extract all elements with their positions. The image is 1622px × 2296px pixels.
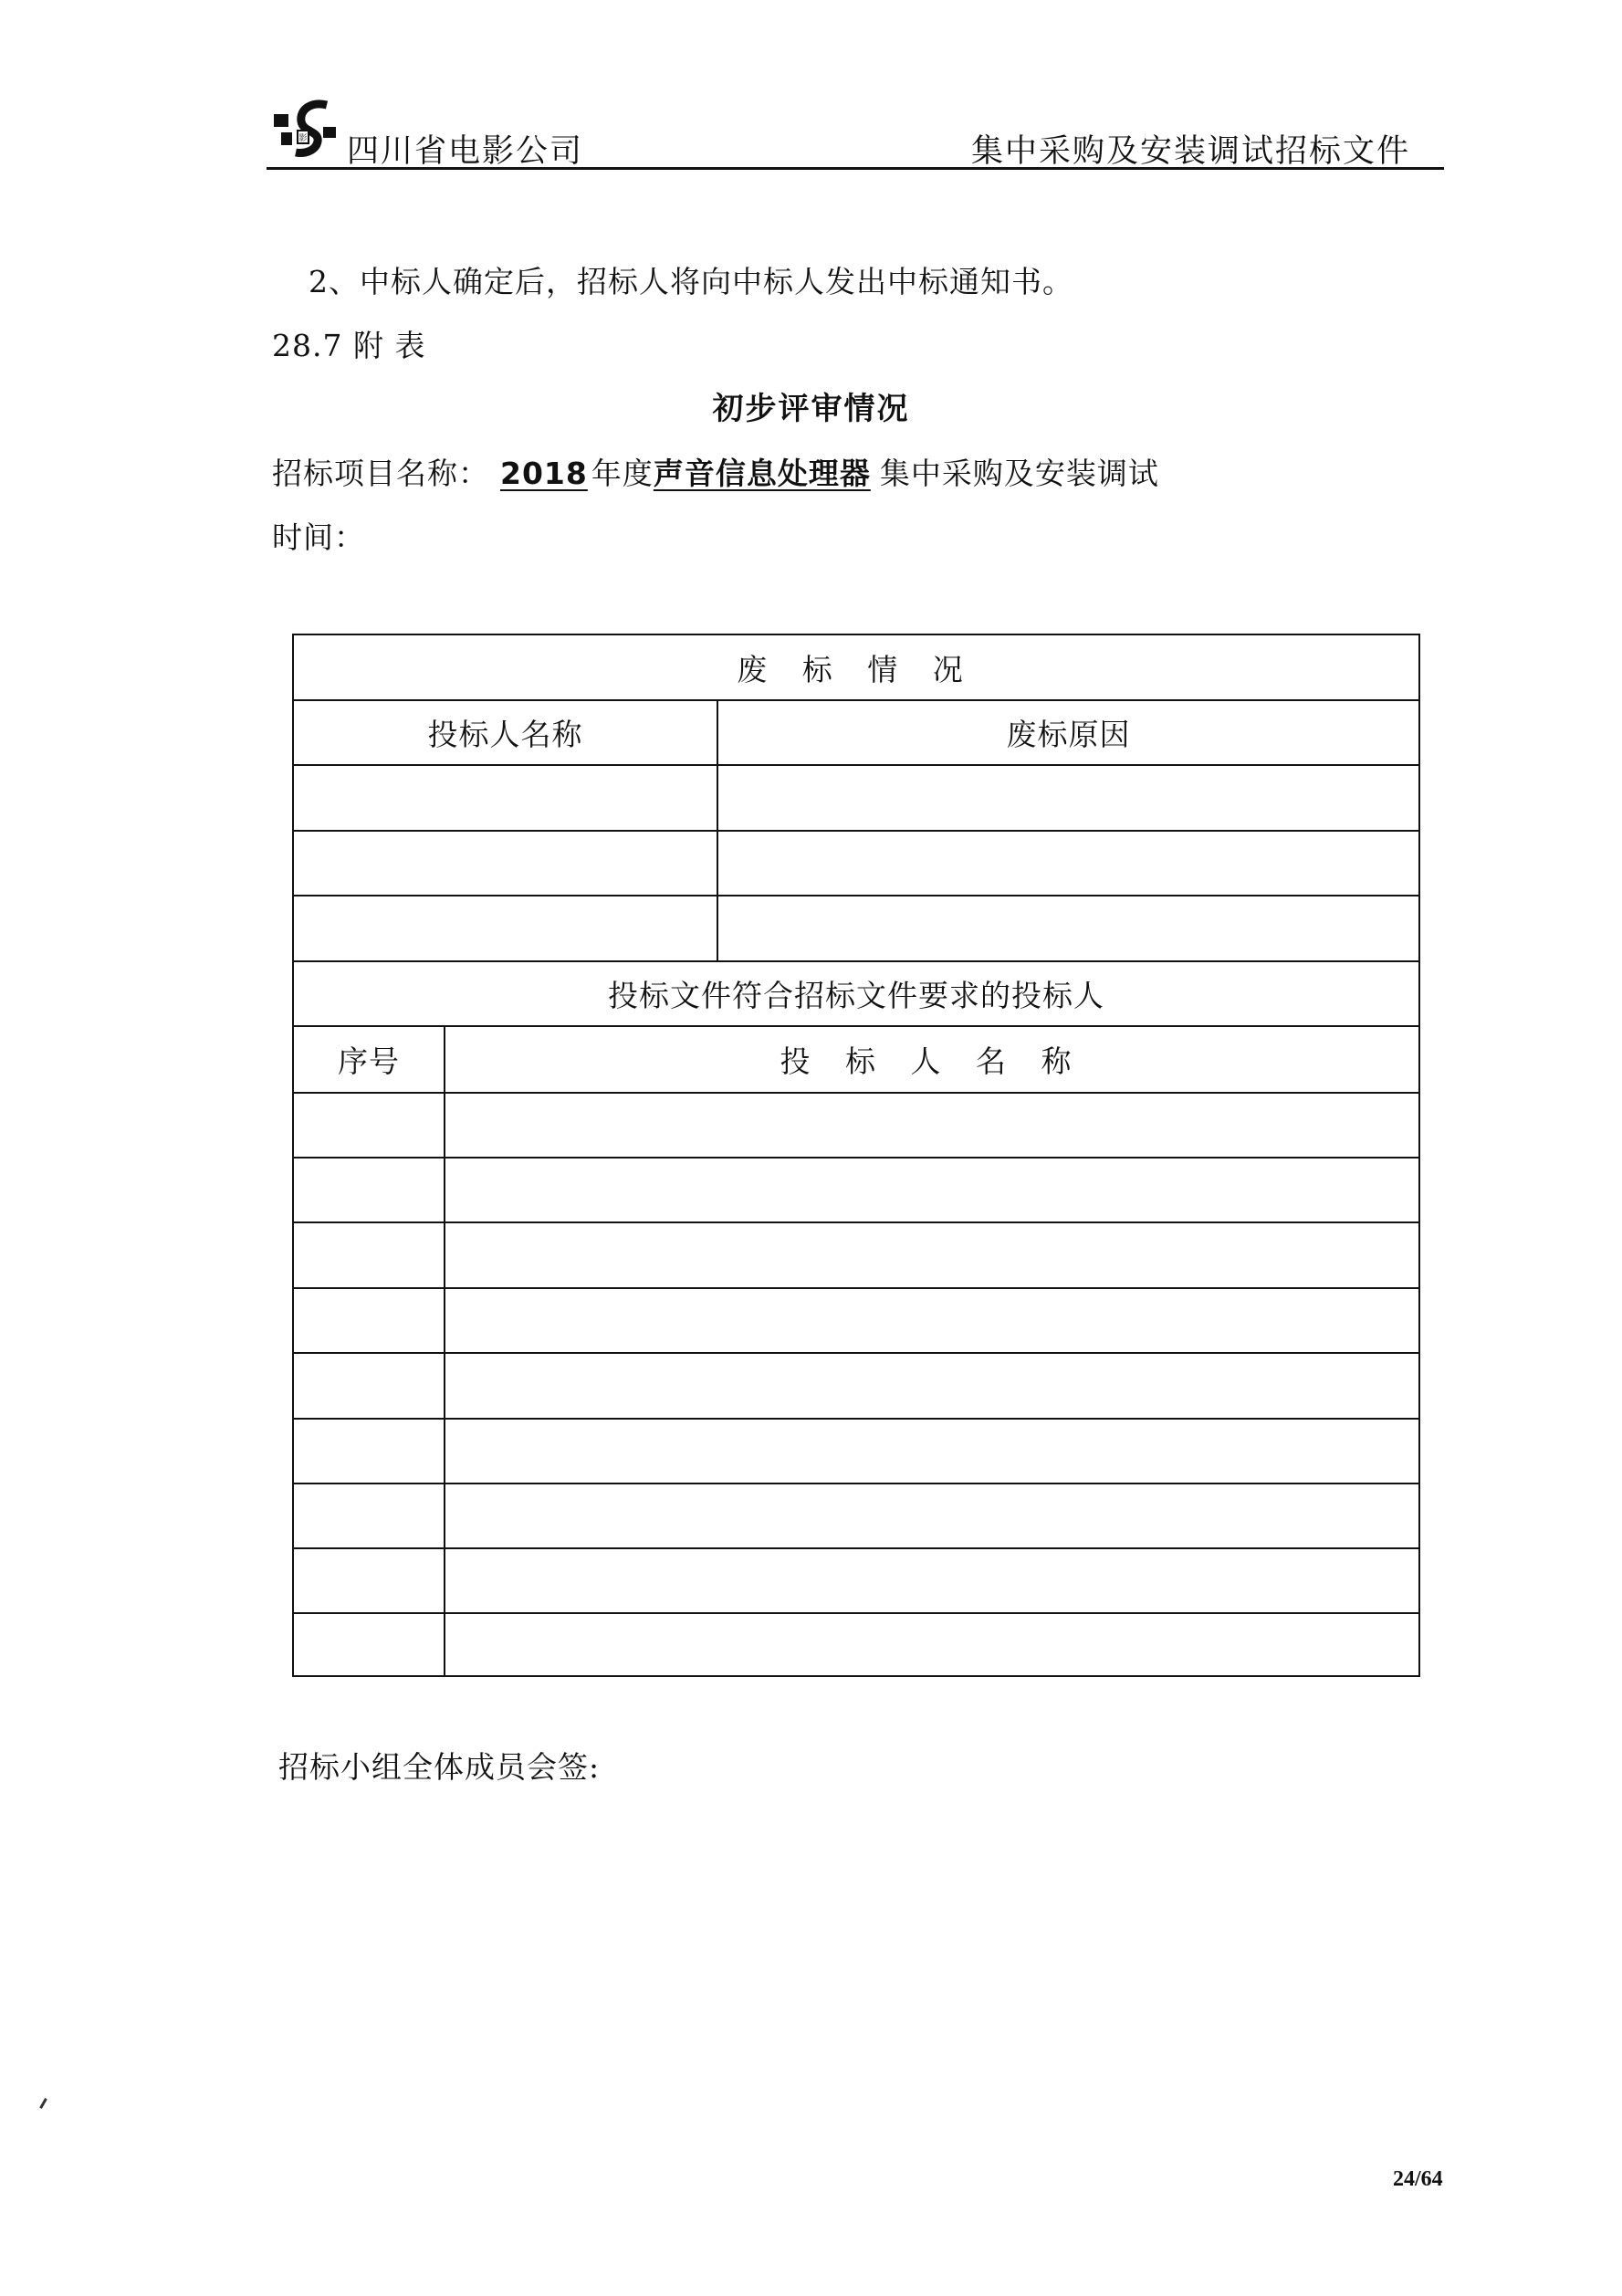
bidder-name-cell[interactable] — [445, 1549, 1418, 1612]
company-logo-icon — [272, 96, 338, 162]
rejection-reason-cell[interactable] — [718, 766, 1418, 830]
bidder-name-cell[interactable] — [445, 1614, 1418, 1675]
bidder-name-cell[interactable] — [445, 1289, 1418, 1352]
project-year: 2018 — [500, 456, 588, 491]
bidder-name-cell[interactable] — [445, 1420, 1418, 1483]
rejection-bidder-cell[interactable] — [294, 896, 718, 960]
table-row — [294, 1614, 1418, 1675]
table-row — [294, 1549, 1418, 1614]
qualified-header-row — [294, 962, 1418, 1027]
serial-cell[interactable] — [294, 1094, 445, 1157]
serial-cell[interactable] — [294, 1484, 445, 1547]
col-qualified-bidder-name: 投 标 人 名 称 — [780, 1043, 1084, 1079]
serial-cell[interactable] — [294, 1549, 445, 1612]
table-row — [294, 1420, 1418, 1484]
col-bidder-name: 投标人名称 — [294, 701, 718, 764]
serial-cell[interactable] — [294, 1158, 445, 1221]
bidder-name-cell[interactable] — [445, 1158, 1418, 1221]
rejection-reason-cell[interactable] — [718, 896, 1418, 960]
rejection-bidder-cell[interactable] — [294, 832, 718, 895]
project-line — [272, 450, 1159, 493]
table-row — [294, 1094, 1418, 1158]
header-rule — [267, 167, 1444, 170]
project-name: 声音信息处理器 — [653, 456, 871, 491]
col-rejection-reason: 废标原因 — [1006, 717, 1131, 752]
signature-label: 招标小组全体成员会签: — [278, 1749, 601, 1785]
rejection-header-row — [294, 635, 1418, 701]
serial-cell[interactable] — [294, 1289, 445, 1352]
serial-cell[interactable] — [294, 1614, 445, 1675]
project-year-suffix: 年度 — [591, 456, 654, 491]
serial-cell[interactable] — [294, 1420, 445, 1483]
page-number: 24/64 — [1393, 2167, 1443, 2191]
table-row — [294, 896, 1418, 962]
table-row — [294, 1289, 1418, 1354]
award-notice-text: 2、中标人确定后，招标人将向中标人发出中标通知书。 — [309, 264, 1073, 299]
rejection-bidder-cell[interactable] — [294, 766, 718, 830]
table-row — [294, 832, 1418, 896]
table-row — [294, 766, 1418, 832]
table-row — [294, 1484, 1418, 1549]
scan-mark — [39, 2098, 47, 2109]
col-serial-number: 序号 — [294, 1027, 445, 1092]
rejection-reason-cell[interactable] — [718, 832, 1418, 895]
rejection-column-row — [294, 701, 1418, 766]
project-suffix: 集中采购及安装调试 — [879, 456, 1159, 491]
time-label: 时间： — [272, 519, 365, 555]
bidder-name-cell[interactable] — [445, 1223, 1418, 1287]
section-title: 初步评审情况 — [712, 391, 910, 427]
svg-text:影: 影 — [298, 134, 308, 143]
company-name: 四川省电影公司 — [347, 133, 584, 170]
table-row — [294, 1158, 1418, 1223]
serial-cell[interactable] — [294, 1354, 445, 1418]
bidder-name-cell[interactable] — [445, 1094, 1418, 1157]
qualified-column-row — [294, 1027, 1418, 1094]
rejection-header: 废 标 情 况 — [737, 651, 976, 687]
project-label: 招标项目名称： — [272, 456, 489, 491]
bidder-name-cell[interactable] — [445, 1354, 1418, 1418]
evaluation-table — [292, 634, 1420, 1677]
serial-cell[interactable] — [294, 1223, 445, 1287]
table-row — [294, 1354, 1418, 1420]
document-title: 集中采购及安装调试招标文件 — [970, 133, 1410, 170]
qualified-header: 投标文件符合招标文件要求的投标人 — [608, 978, 1104, 1013]
bidder-name-cell[interactable] — [445, 1484, 1418, 1547]
annex-label: 28.7 附 表 — [272, 328, 426, 363]
table-row — [294, 1223, 1418, 1289]
